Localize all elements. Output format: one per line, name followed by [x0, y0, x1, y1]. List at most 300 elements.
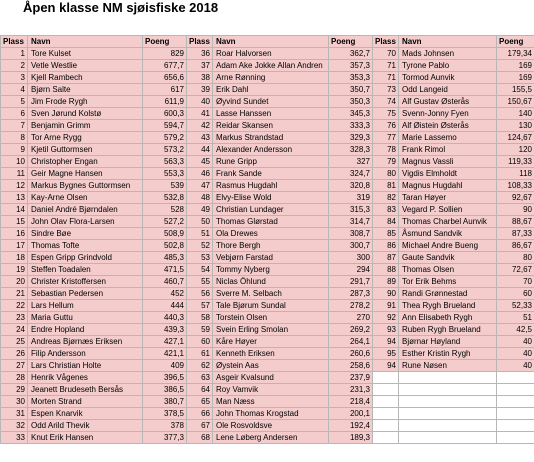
- points-cell: 485,3: [143, 252, 187, 264]
- name-cell: Taran Høyer: [399, 192, 497, 204]
- table-row: [373, 204, 534, 216]
- empty-cell: [497, 396, 534, 408]
- name-cell: Gaute Sandvik: [399, 252, 497, 264]
- empty-cell: [373, 372, 399, 384]
- points-cell: 42,5: [497, 324, 534, 336]
- points-cell: 553,3: [143, 168, 187, 180]
- plass-cell: 81: [373, 180, 399, 192]
- table-row: [1, 420, 187, 432]
- table-row: [1, 372, 187, 384]
- plass-cell: 33: [1, 432, 28, 444]
- name-cell: Rasmus Hugdahl: [213, 180, 329, 192]
- plass-cell: 65: [187, 396, 213, 408]
- points-cell: 155,5: [497, 84, 534, 96]
- points-cell: 169: [497, 72, 534, 84]
- plass-cell: 47: [187, 180, 213, 192]
- table-row: [187, 240, 373, 252]
- plass-cell: 5: [1, 96, 28, 108]
- name-cell: Svein Erling Smolan: [213, 324, 329, 336]
- name-cell: Asgeir Kvalsund: [213, 372, 329, 384]
- points-cell: 40: [497, 336, 534, 348]
- points-cell: 527,2: [143, 216, 187, 228]
- table-row: [1, 240, 187, 252]
- table-row: [187, 420, 373, 432]
- plass-cell: 1: [1, 48, 28, 60]
- name-cell: Tale Bjørum Sundal: [213, 300, 329, 312]
- table-row: [187, 372, 373, 384]
- points-cell: 118: [497, 168, 534, 180]
- name-cell: Christer Kristoffersen: [28, 276, 143, 288]
- points-cell: 421,1: [143, 348, 187, 360]
- table-row: [1, 264, 187, 276]
- plass-cell: 24: [1, 324, 28, 336]
- points-cell: 237,9: [329, 372, 373, 384]
- empty-cell: [399, 384, 497, 396]
- plass-cell: 28: [1, 372, 28, 384]
- header-row: [373, 36, 534, 48]
- table-row: [1, 216, 187, 228]
- name-cell: Jim Frode Rygh: [28, 96, 143, 108]
- plass-cell: 36: [187, 48, 213, 60]
- plass-cell: 20: [1, 276, 28, 288]
- name-cell: Sven Jørund Kolstø: [28, 108, 143, 120]
- plass-cell: 71: [373, 72, 399, 84]
- name-cell: Åsmund Sandvik: [399, 228, 497, 240]
- plass-cell: 79: [373, 156, 399, 168]
- table-row: [373, 240, 534, 252]
- name-cell: Andreas Bjørnæs Eriksen: [28, 336, 143, 348]
- table-row: [187, 396, 373, 408]
- name-cell: Thomas Charbel Aunvik: [399, 216, 497, 228]
- plass-cell: 60: [187, 336, 213, 348]
- name-cell: Alf Øistein Østerås: [399, 120, 497, 132]
- name-cell: Thore Bergh: [213, 240, 329, 252]
- points-cell: 617: [143, 84, 187, 96]
- plass-cell: 68: [187, 432, 213, 444]
- table-row: [1, 96, 187, 108]
- name-cell: Roy Vamvik: [213, 384, 329, 396]
- plass-cell: 45: [187, 156, 213, 168]
- name-cell: Reidar Skansen: [213, 120, 329, 132]
- name-cell: Erik Dahl: [213, 84, 329, 96]
- empty-row: [373, 420, 534, 432]
- empty-cell: [373, 432, 399, 444]
- plass-cell: 91: [373, 300, 399, 312]
- table-row: [373, 228, 534, 240]
- plass-cell: 10: [1, 156, 28, 168]
- points-cell: 319: [329, 192, 373, 204]
- name-cell: Arne Rønning: [213, 72, 329, 84]
- points-cell: 70: [497, 276, 534, 288]
- plass-cell: 52: [187, 240, 213, 252]
- empty-cell: [373, 384, 399, 396]
- points-cell: 120: [497, 144, 534, 156]
- points-cell: 270: [329, 312, 373, 324]
- plass-cell: 61: [187, 348, 213, 360]
- table-row: [1, 312, 187, 324]
- table-row: [187, 216, 373, 228]
- results-table-column-3: [372, 35, 534, 444]
- points-cell: 444: [143, 300, 187, 312]
- table-row: [373, 276, 534, 288]
- points-cell: 124,67: [497, 132, 534, 144]
- points-cell: 315,3: [329, 204, 373, 216]
- plass-cell: 7: [1, 120, 28, 132]
- plass-cell: 8: [1, 132, 28, 144]
- empty-cell: [497, 384, 534, 396]
- header-row: [187, 36, 373, 48]
- empty-cell: [399, 372, 497, 384]
- points-cell: 80: [497, 252, 534, 264]
- table-row: [1, 336, 187, 348]
- name-cell: Lene Løberg Andersen: [213, 432, 329, 444]
- name-cell: Lars Christian Holte: [28, 360, 143, 372]
- empty-row: [373, 408, 534, 420]
- table-row: [373, 180, 534, 192]
- points-cell: 200,1: [329, 408, 373, 420]
- table-row: [187, 264, 373, 276]
- points-cell: 130: [497, 120, 534, 132]
- points-cell: 508,9: [143, 228, 187, 240]
- points-cell: 380,7: [143, 396, 187, 408]
- points-cell: 88,67: [497, 216, 534, 228]
- plass-cell: 9: [1, 144, 28, 156]
- table-row: [187, 96, 373, 108]
- points-cell: 231,3: [329, 384, 373, 396]
- points-cell: 345,3: [329, 108, 373, 120]
- results-table-column-1: [0, 35, 187, 444]
- name-cell: Frank Rimol: [399, 144, 497, 156]
- table-row: [373, 312, 534, 324]
- plass-cell: 19: [1, 264, 28, 276]
- plass-cell: 27: [1, 360, 28, 372]
- table-row: [187, 120, 373, 132]
- table-row: [373, 96, 534, 108]
- empty-cell: [399, 432, 497, 444]
- name-cell: Kjell Rambech: [28, 72, 143, 84]
- name-cell: Ole Rosvoldsve: [213, 420, 329, 432]
- name-cell: Bjørnar Høyland: [399, 336, 497, 348]
- table-row: [187, 84, 373, 96]
- plass-cell: 88: [373, 264, 399, 276]
- points-cell: 52,33: [497, 300, 534, 312]
- name-cell: Christian Lundager: [213, 204, 329, 216]
- plass-cell: 90: [373, 288, 399, 300]
- plass-cell: 93: [373, 324, 399, 336]
- points-cell: 72,67: [497, 264, 534, 276]
- results-table-column-2: [186, 35, 373, 444]
- plass-cell: 58: [187, 312, 213, 324]
- table-row: [1, 252, 187, 264]
- name-cell: Thomas Olsen: [399, 264, 497, 276]
- plass-cell: 44: [187, 144, 213, 156]
- name-cell: Adam Ake Jokke Allan Andren: [213, 60, 329, 72]
- plass-cell: 15: [1, 216, 28, 228]
- plass-cell: 77: [373, 132, 399, 144]
- points-cell: 179,34: [497, 48, 534, 60]
- table-row: [1, 120, 187, 132]
- points-cell: 386,5: [143, 384, 187, 396]
- table-row: [373, 264, 534, 276]
- table-row: [1, 180, 187, 192]
- points-cell: 378,5: [143, 408, 187, 420]
- table-row: [1, 192, 187, 204]
- name-cell: Sindre Bøe: [28, 228, 143, 240]
- header-poeng: Poeng: [329, 36, 373, 48]
- table-row: [187, 360, 373, 372]
- points-cell: 308,7: [329, 228, 373, 240]
- name-cell: Christopher Engan: [28, 156, 143, 168]
- empty-cell: [497, 432, 534, 444]
- plass-cell: 51: [187, 228, 213, 240]
- plass-cell: 87: [373, 252, 399, 264]
- table-row: [1, 288, 187, 300]
- plass-cell: 66: [187, 408, 213, 420]
- name-cell: Torstein Olsen: [213, 312, 329, 324]
- points-cell: 294: [329, 264, 373, 276]
- table-row: [187, 48, 373, 60]
- name-cell: Kåre Høyer: [213, 336, 329, 348]
- table-row: [187, 72, 373, 84]
- empty-cell: [497, 408, 534, 420]
- table-row: [1, 156, 187, 168]
- name-cell: Ruben Rygh Brueland: [399, 324, 497, 336]
- points-cell: 452: [143, 288, 187, 300]
- table-row: [1, 360, 187, 372]
- name-cell: Elvy-Elise Wold: [213, 192, 329, 204]
- plass-cell: 14: [1, 204, 28, 216]
- name-cell: Odd Arild Thevik: [28, 420, 143, 432]
- plass-cell: 49: [187, 204, 213, 216]
- plass-cell: 38: [187, 72, 213, 84]
- name-cell: Tor Arne Rygg: [28, 132, 143, 144]
- table-row: [1, 300, 187, 312]
- points-cell: 92,67: [497, 192, 534, 204]
- table-row: [1, 228, 187, 240]
- name-cell: Kjetil Guttormsen: [28, 144, 143, 156]
- points-cell: 327: [329, 156, 373, 168]
- table-row: [373, 336, 534, 348]
- name-cell: Endre Hopland: [28, 324, 143, 336]
- table-row: [373, 324, 534, 336]
- name-cell: Ann Elisabeth Rygh: [399, 312, 497, 324]
- plass-cell: 31: [1, 408, 28, 420]
- plass-cell: 54: [187, 264, 213, 276]
- plass-cell: 82: [373, 192, 399, 204]
- table-row: [373, 84, 534, 96]
- plass-cell: 25: [1, 336, 28, 348]
- table-row: [187, 324, 373, 336]
- table-row: [1, 168, 187, 180]
- plass-cell: 11: [1, 168, 28, 180]
- table-row: [1, 108, 187, 120]
- table-row: [187, 348, 373, 360]
- plass-cell: 30: [1, 396, 28, 408]
- table-row: [1, 60, 187, 72]
- points-cell: 60: [497, 288, 534, 300]
- plass-cell: 84: [373, 216, 399, 228]
- points-cell: 528: [143, 204, 187, 216]
- table-row: [1, 396, 187, 408]
- points-cell: 40: [497, 360, 534, 372]
- table-row: [187, 180, 373, 192]
- plass-cell: 42: [187, 120, 213, 132]
- name-cell: Ola Drewes: [213, 228, 329, 240]
- name-cell: Thea Rygh Brueland: [399, 300, 497, 312]
- plass-cell: 95: [373, 348, 399, 360]
- name-cell: Markus Bygnes Guttormsen: [28, 180, 143, 192]
- plass-cell: 39: [187, 84, 213, 96]
- plass-cell: 13: [1, 192, 28, 204]
- points-cell: 502,8: [143, 240, 187, 252]
- points-cell: 440,3: [143, 312, 187, 324]
- plass-cell: 53: [187, 252, 213, 264]
- points-cell: 150,67: [497, 96, 534, 108]
- name-cell: Kay-Arne Olsen: [28, 192, 143, 204]
- plass-cell: 89: [373, 276, 399, 288]
- name-cell: Vigdis Elmholdt: [399, 168, 497, 180]
- points-cell: 563,3: [143, 156, 187, 168]
- points-cell: 362,7: [329, 48, 373, 60]
- name-cell: Knut Erik Hansen: [28, 432, 143, 444]
- table-row: [373, 144, 534, 156]
- name-cell: Man Næss: [213, 396, 329, 408]
- header-plass: Plass: [187, 36, 213, 48]
- name-cell: Tore Kulset: [28, 48, 143, 60]
- name-cell: Filip Andersson: [28, 348, 143, 360]
- table-row: [187, 192, 373, 204]
- points-cell: 320,8: [329, 180, 373, 192]
- name-cell: Alexander Andersson: [213, 144, 329, 156]
- name-cell: Jeanett Brudeseth Bersås: [28, 384, 143, 396]
- points-cell: 218,4: [329, 396, 373, 408]
- points-cell: 51: [497, 312, 534, 324]
- table-row: [187, 408, 373, 420]
- points-cell: 108,33: [497, 180, 534, 192]
- empty-row: [373, 432, 534, 444]
- name-cell: Øyvind Sundet: [213, 96, 329, 108]
- points-cell: 333,3: [329, 120, 373, 132]
- plass-cell: 23: [1, 312, 28, 324]
- name-cell: Magnus Vassli: [399, 156, 497, 168]
- table-row: [1, 204, 187, 216]
- name-cell: Tor Erik Behms: [399, 276, 497, 288]
- table-row: [187, 288, 373, 300]
- points-cell: 287,3: [329, 288, 373, 300]
- plass-cell: 16: [1, 228, 28, 240]
- name-cell: Odd Langeid: [399, 84, 497, 96]
- points-cell: 278,2: [329, 300, 373, 312]
- name-cell: Svenn-Jonny Fyen: [399, 108, 497, 120]
- points-cell: 600,3: [143, 108, 187, 120]
- name-cell: John Thomas Krogstad: [213, 408, 329, 420]
- plass-cell: 41: [187, 108, 213, 120]
- points-cell: 829: [143, 48, 187, 60]
- plass-cell: 71: [373, 60, 399, 72]
- table-row: [373, 60, 534, 72]
- points-cell: 119,33: [497, 156, 534, 168]
- points-cell: 90: [497, 204, 534, 216]
- plass-cell: 67: [187, 420, 213, 432]
- table-row: [187, 432, 373, 444]
- name-cell: Roar Halvorsen: [213, 48, 329, 60]
- empty-cell: [399, 420, 497, 432]
- plass-cell: 3: [1, 72, 28, 84]
- points-cell: 189,3: [329, 432, 373, 444]
- name-cell: Vebjørn Farstad: [213, 252, 329, 264]
- plass-cell: 37: [187, 60, 213, 72]
- header-plass: Plass: [1, 36, 28, 48]
- plass-cell: 46: [187, 168, 213, 180]
- table-row: [187, 144, 373, 156]
- name-cell: Rune Gripp: [213, 156, 329, 168]
- empty-cell: [373, 420, 399, 432]
- points-cell: 291,7: [329, 276, 373, 288]
- table-row: [373, 300, 534, 312]
- plass-cell: 18: [1, 252, 28, 264]
- name-cell: Steffen Toadalen: [28, 264, 143, 276]
- points-cell: 377,3: [143, 432, 187, 444]
- name-cell: Vetle Westlie: [28, 60, 143, 72]
- name-cell: Lars Hellum: [28, 300, 143, 312]
- plass-cell: 29: [1, 384, 28, 396]
- name-cell: Randi Grønnestad: [399, 288, 497, 300]
- empty-cell: [399, 408, 497, 420]
- points-cell: 579,2: [143, 132, 187, 144]
- plass-cell: 59: [187, 324, 213, 336]
- name-cell: Morten Strand: [28, 396, 143, 408]
- empty-row: [373, 372, 534, 384]
- plass-cell: 76: [373, 120, 399, 132]
- points-cell: 471,5: [143, 264, 187, 276]
- table-row: [187, 384, 373, 396]
- points-cell: 40: [497, 348, 534, 360]
- points-cell: 269,2: [329, 324, 373, 336]
- table-row: [373, 348, 534, 360]
- plass-cell: 48: [187, 192, 213, 204]
- name-cell: Frank Sande: [213, 168, 329, 180]
- table-row: [1, 384, 187, 396]
- points-cell: 357,3: [329, 60, 373, 72]
- header-row: [1, 36, 187, 48]
- name-cell: Markus Strandstad: [213, 132, 329, 144]
- points-cell: 314,7: [329, 216, 373, 228]
- points-cell: 353,3: [329, 72, 373, 84]
- name-cell: Geir Magne Hansen: [28, 168, 143, 180]
- name-cell: Mads Johnsen: [399, 48, 497, 60]
- points-cell: 140: [497, 108, 534, 120]
- table-row: [187, 156, 373, 168]
- empty-cell: [373, 396, 399, 408]
- plass-cell: 80: [373, 168, 399, 180]
- table-row: [1, 144, 187, 156]
- header-navn: Navn: [28, 36, 143, 48]
- points-cell: 350,7: [329, 84, 373, 96]
- table-row: [373, 72, 534, 84]
- points-cell: 328,3: [329, 144, 373, 156]
- name-cell: Daniel André Bjørndalen: [28, 204, 143, 216]
- plass-cell: 64: [187, 384, 213, 396]
- table-row: [373, 132, 534, 144]
- name-cell: Alf Gustav Østerås: [399, 96, 497, 108]
- points-cell: 260,6: [329, 348, 373, 360]
- name-cell: Øystein Aas: [213, 360, 329, 372]
- name-cell: Tyrone Pablo: [399, 60, 497, 72]
- name-cell: Espen Gripp Grindvold: [28, 252, 143, 264]
- table-row: [1, 324, 187, 336]
- points-cell: 87,33: [497, 228, 534, 240]
- plass-cell: 56: [187, 288, 213, 300]
